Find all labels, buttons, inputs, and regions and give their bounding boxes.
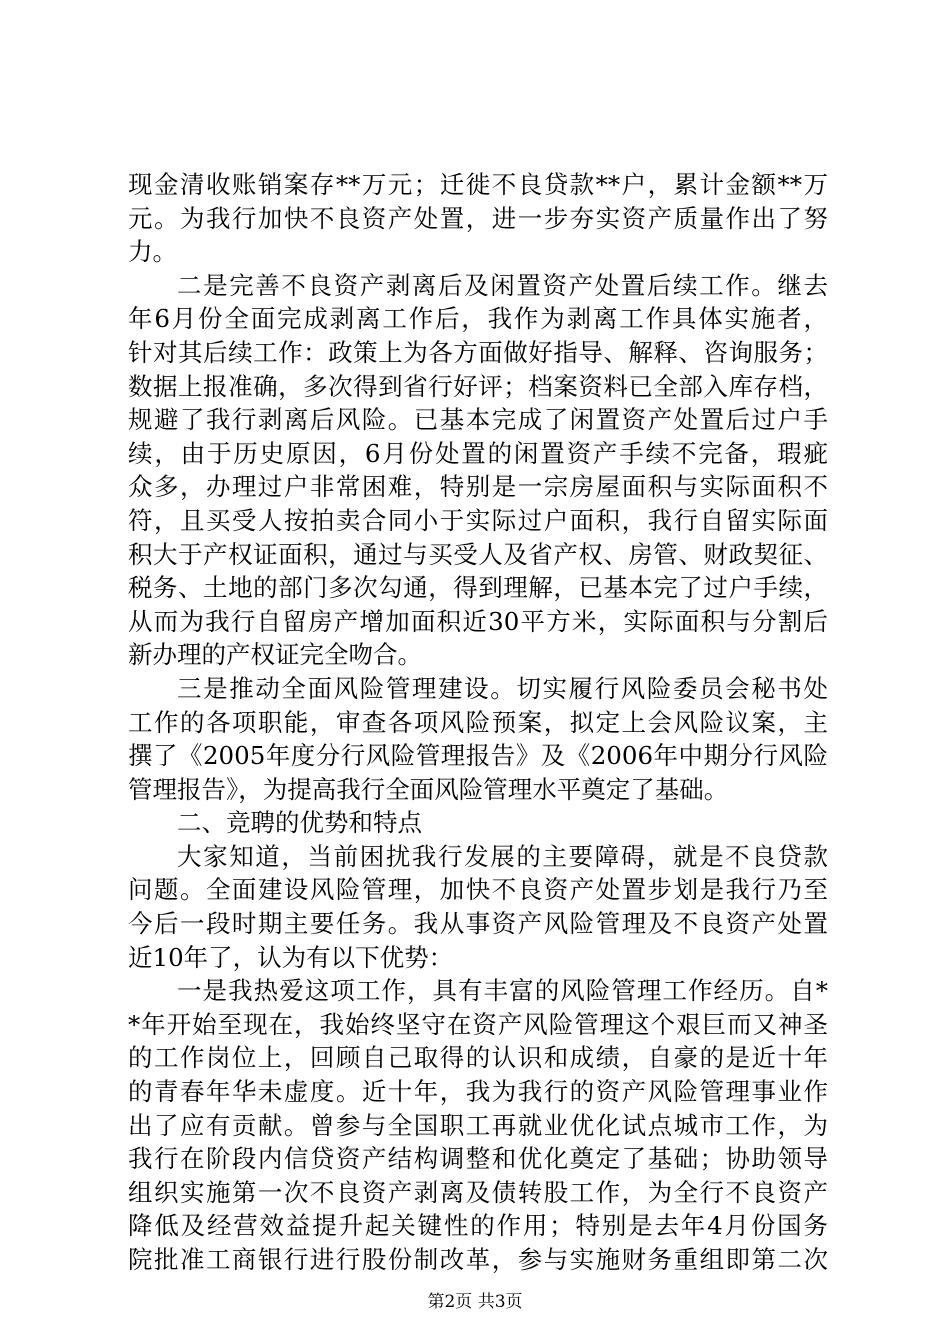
text-line: 符，且买受人按拍卖合同小于实际过户面积，我行自留实际面 xyxy=(128,505,828,535)
text-line: 院批准工商银行进行股份制改革，参与实施财务重组即第二次 xyxy=(128,1245,828,1274)
text-line: 撰了《2005年度分行风险管理报告》及《2006年中期分行风险 xyxy=(128,741,828,771)
paragraph xyxy=(128,168,828,269)
text-line: 从而为我行自留房产增加面积近30平方米，实际面积与分割后 xyxy=(128,606,828,636)
text-line: 管理报告》，为提高我行全面风险管理水平奠定了基础。 xyxy=(128,774,729,804)
text-line: 规避了我行剥离后风险。已基本完成了闲置资产处置后过户手 xyxy=(128,405,828,435)
page-footer xyxy=(0,1292,950,1312)
text-line: 今后一段时期主要任务。我从事资产风险管理及不良资产处置 xyxy=(128,909,828,939)
text-line: 问题。全面建设风险管理，加快不良资产处置步划是我行乃至 xyxy=(128,875,828,905)
text-line: 一是我热爱这项工作，具有丰富的风险管理工作经历。自* xyxy=(177,976,828,1006)
paragraph xyxy=(128,974,828,1276)
text-line: 元。为我行加快不良资产处置，进一步夯实资产质量作出了努 xyxy=(128,203,828,233)
page-number: 第2页 共3页 xyxy=(427,1292,523,1312)
section-heading xyxy=(128,806,828,840)
text-line: 力。 xyxy=(128,237,177,267)
paragraph xyxy=(128,269,828,672)
heading-line: 二、竞聘的优势和特点 xyxy=(177,808,422,838)
text-line: 大家知道，当前困扰我行发展的主要障碍，就是不良贷款 xyxy=(177,841,828,871)
text-line: 降低及经营效益提升起关键性的作用；特别是去年4月份国务 xyxy=(128,1211,828,1241)
paragraph xyxy=(128,840,828,974)
text-line: *年开始至现在，我始终坚守在资产风险管理这个艰巨而又神圣 xyxy=(128,1009,828,1039)
text-line: 近10年了，认为有以下优势： xyxy=(128,942,454,972)
text-line: 年6月份全面完成剥离工作后，我作为剥离工作具体实施者， xyxy=(128,304,828,334)
text-line: 组织实施第一次不良资产剥离及债转股工作，为全行不良资产 xyxy=(128,1177,828,1207)
text-line: 续，由于历史原因，6月份处置的闲置资产手续不完备，瑕疵 xyxy=(128,438,828,468)
text-line: 税务、土地的部门多次勾通，得到理解，已基本完了过户手续， xyxy=(128,573,828,603)
text-line: 二是完善不良资产剥离后及闲置资产处置后续工作。继去 xyxy=(177,270,828,300)
text-line: 新办理的产权证完全吻合。 xyxy=(128,640,422,670)
text-line: 积大于产权证面积，通过与买受人及省产权、房管、财政契征、 xyxy=(128,539,828,569)
text-line: 众多，办理过户非常困难，特别是一宗房屋面积与实际面积不 xyxy=(128,472,828,502)
paragraph xyxy=(128,672,828,806)
text-line: 数据上报准确，多次得到省行好评；档案资料已全部入库存档， xyxy=(128,371,828,401)
text-line: 的青春年华未虚度。近十年，我为我行的资产风险管理事业作 xyxy=(128,1077,828,1107)
text-line: 三是推动全面风险管理建设。切实履行风险委员会秘书处 xyxy=(177,673,828,703)
text-line: 出了应有贡献。曾参与全国职工再就业优化试点城市工作，为 xyxy=(128,1110,828,1140)
text-line: 工作的各项职能，审查各项风险预案，拟定上会风险议案，主 xyxy=(128,707,828,737)
text-line: 现金清收账销案存**万元；迁徙不良贷款**户，累计金额**万 xyxy=(128,170,828,199)
text-line: 的工作岗位上，回顾自己取得的认识和成绩，自豪的是近十年 xyxy=(128,1043,828,1073)
text-line: 针对其后续工作：政策上为各方面做好指导、解释、咨询服务； xyxy=(128,337,828,367)
text-line: 我行在阶段内信贷资产结构调整和优化奠定了基础；协助领导 xyxy=(128,1144,828,1174)
document-body xyxy=(128,168,828,1277)
